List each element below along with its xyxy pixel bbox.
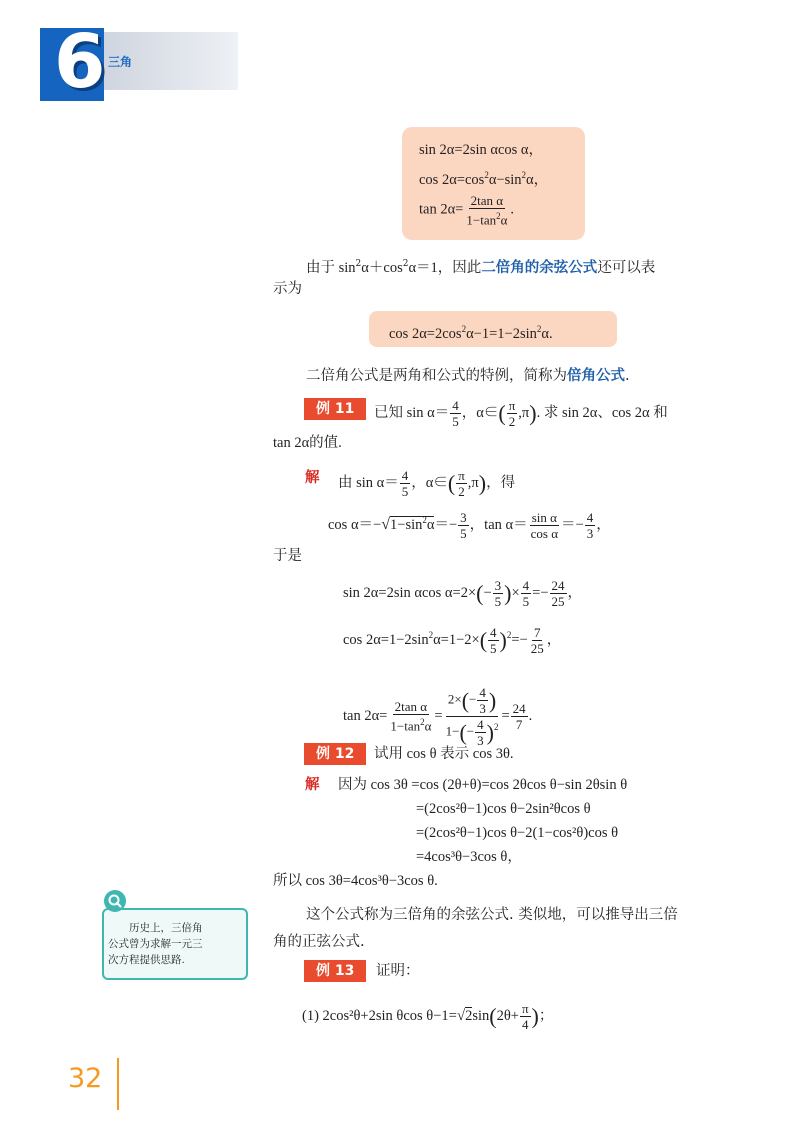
double-angle-formula-box bbox=[402, 127, 585, 240]
paragraph-triple-angle-l2: 角的正弦公式. bbox=[273, 934, 365, 950]
solution-12-tag: 解 bbox=[305, 777, 320, 793]
chapter-number: 6 bbox=[54, 19, 106, 105]
formula-tan2a: tan 2α= $\frac{\text{2tan α}}{1-\tan^2\alpha}$ . bbox=[419, 193, 515, 228]
keyword-double-angle: 倍角公式 bbox=[567, 368, 625, 384]
chapter-title: 三角 bbox=[108, 55, 133, 69]
example-13-item-1: (1) 2cos²θ+2sin θcos θ−1=√2sin(2θ+ $\frac{\pi}{4}$ )； bbox=[302, 1001, 554, 1032]
solution-11-given: 由 sin α＝ $\frac{4}{5}$ ，α∈( $\frac{\pi}{2}$ ,π)，得 bbox=[338, 468, 516, 499]
solution-12-line3: =(2cos²θ−1)cos θ−2(1−cos²θ)cos θ bbox=[416, 825, 619, 841]
magnifier-icon bbox=[104, 890, 126, 912]
example-12-tag: 例 12 bbox=[304, 743, 366, 765]
paragraph-triple-angle-l1: 这个公式称为三倍角的余弦公式. 类似地，可以推导出三倍 bbox=[306, 907, 678, 923]
solution-12-line1: 因为 cos 3θ =cos (2θ+θ)=cos 2θcos θ−sin 2θsin θ bbox=[338, 777, 628, 793]
solution-12-line4: =4cos³θ−3cos θ， bbox=[416, 849, 522, 865]
example-11-text: 已知 sin α＝ $\frac{4}{5}$ ，α∈( $\frac{\pi}{2}$ ,π). 求 sin 2α、cos 2α 和 bbox=[374, 398, 668, 429]
page-number: 32 bbox=[68, 1063, 103, 1094]
example-13-text: 证明： bbox=[376, 963, 420, 979]
cos-formula-box: $\cos 2\alpha=2\cos^2\alpha-1=1-2\sin^2\alpha$. bbox=[369, 311, 617, 347]
side-note-text: 历史上，三倍角 公式曾为求解一元三 次方程提供思路. bbox=[108, 922, 203, 966]
paragraph-identity: 由于 $\sin^2\alpha+\cos^2\alpha=1$，因此二倍角的余弦公式还可以表 bbox=[306, 259, 656, 276]
solution-12-conclusion: 所以 cos 3θ=4cos³θ−3cos θ. bbox=[273, 873, 438, 889]
example-13-tag: 例 13 bbox=[304, 960, 366, 982]
paragraph-double-angle: 二倍角公式是两角和公式的特例，简称为倍角公式. bbox=[306, 368, 630, 384]
example-11-tag: 例 11 bbox=[304, 398, 366, 420]
solution-12-line2: =(2cos²θ−1)cos θ−2sin²θcos θ bbox=[416, 801, 591, 817]
solution-11-cos2a: $\cos 2\alpha=1-2\sin^2\alpha=1-2\times$( $\frac{4}{5}$ )$^2$=− $\frac{7}{25}$ ， bbox=[343, 625, 562, 656]
example-12-text: 试用 cos θ 表示 cos 3θ. bbox=[374, 746, 514, 762]
solution-11-cos-tan: $\cos \alpha=-√1-\sin^2\alpha=-$ $\frac{3}{5}$ ，tan α＝ $\frac{\text{sin α}}{\text{cos α}}$ ＝− $\frac{4}{3}$ ， bbox=[328, 510, 611, 541]
keyword-cos-double-angle: 二倍角的余弦公式 bbox=[481, 259, 598, 276]
solution-11-yushi: 于是 bbox=[273, 548, 302, 564]
paragraph-identity-line2: 示为 bbox=[273, 281, 302, 297]
solution-11-sin2a: sin 2α=2sin αcos α=2×(− $\frac{3}{5}$ )× $\frac{4}{5}$ =− $\frac{24}{25}$ ， bbox=[343, 578, 583, 609]
example-11-line2: tan 2α的值. bbox=[273, 435, 342, 451]
page-number-divider bbox=[117, 1058, 119, 1110]
formula-cos2a: $\cos 2\alpha=\cos^2\alpha-\sin^2\alpha$， bbox=[419, 170, 549, 188]
formula-sin2a: sin 2α=2sin αcos α， bbox=[419, 142, 544, 158]
solution-11-tan2a: tan 2α= $\frac{\text{2tan α}}{1-\tan^2\alpha}$ = 2×(− $\frac{4}{3}$ ) 1−(− $\frac{4}{3}$ )$^2$ = $\frac{24}{7}$ . bbox=[343, 685, 533, 748]
solution-11-tag: 解 bbox=[305, 470, 320, 486]
